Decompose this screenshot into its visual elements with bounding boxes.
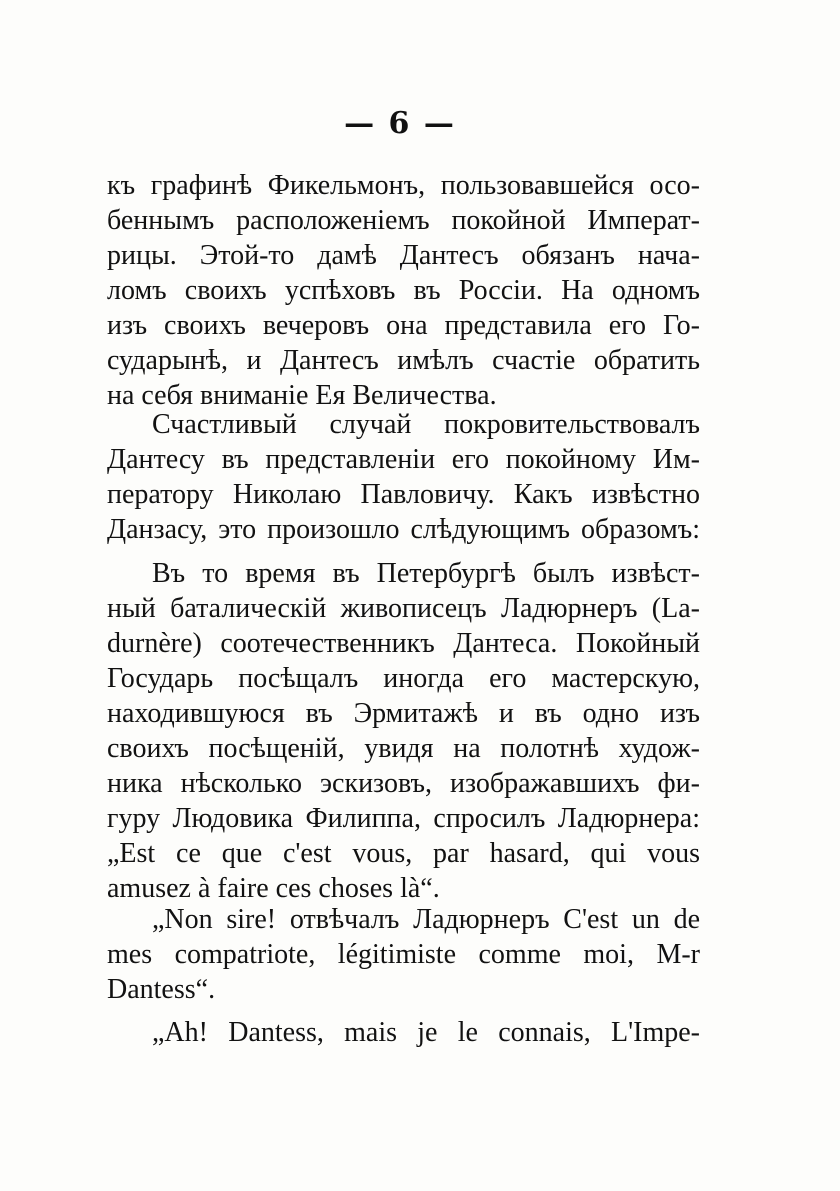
text-line: Счастливый случай покровительствовалъ <box>152 409 700 440</box>
text-line: находившуюся въ Эрмитажѣ и въ одно изъ <box>107 698 700 729</box>
text-line: ника нѣсколько эскизовъ, изображавшихъ фи- <box>107 768 700 799</box>
text-line: ператору Николаю Павловичу. Какъ извѣстно <box>107 479 700 510</box>
text-line: Въ то время въ Петербургѣ былъ извѣст- <box>152 558 700 589</box>
text-line: ный баталическій живописецъ Ладюрнеръ (La- <box>107 593 700 624</box>
page-number: — 6 — <box>344 106 456 141</box>
paragraph-3 <box>107 556 700 906</box>
text-line: на себя вниманіе Ея Величества. <box>107 380 497 411</box>
text-line: Государь посѣщалъ иногда его мастерскую, <box>107 663 700 694</box>
paragraph-5 <box>107 1015 700 1050</box>
text-line: своихъ посѣщеній, увидя на полотнѣ худож- <box>107 733 700 764</box>
text-line: Данзасу, это произошло слѣдующимъ образомъ: <box>107 514 700 545</box>
text-line: къ графинѣ Фикельмонъ, пользовавшейся осо- <box>107 170 700 201</box>
text-line: mes compatriote, légitimiste comme moi, M-r <box>107 939 700 970</box>
text-line: Dantess“. <box>107 974 216 1005</box>
text-line: рицы. Этой-то дамѣ Дантесъ обязанъ нача- <box>107 240 700 271</box>
paragraph-2 <box>107 407 700 547</box>
paragraph-1 <box>107 168 700 413</box>
text-line: „Ah! Dantess, mais je le connais, L'Impe- <box>152 1017 700 1048</box>
text-line: „Est ce que c'est vous, par hasard, qui vous <box>107 838 700 869</box>
text-line: durnère) соотечественникъ Дантеса. Покойный <box>107 628 700 659</box>
text-line: Дантесу въ представленіи его покойному Им- <box>107 444 700 475</box>
text-line: беннымъ расположеніемъ покойной Императ- <box>107 205 700 236</box>
text-line: „Non sire! отвѣчалъ Ладюрнеръ C'est un de <box>152 904 700 935</box>
text-line: изъ своихъ вечеровъ она представила его Го- <box>107 310 700 341</box>
text-line: amusez à faire ces choses là“. <box>107 873 440 904</box>
text-line: гуру Людовика Филиппа, спросилъ Ладюрнера: <box>107 803 700 834</box>
text-line: сударынѣ, и Дантесъ имѣлъ счастіе обратить <box>107 345 700 376</box>
paragraph-4 <box>107 902 700 1007</box>
text-line: ломъ своихъ успѣховъ въ Россіи. На одномъ <box>107 275 700 306</box>
